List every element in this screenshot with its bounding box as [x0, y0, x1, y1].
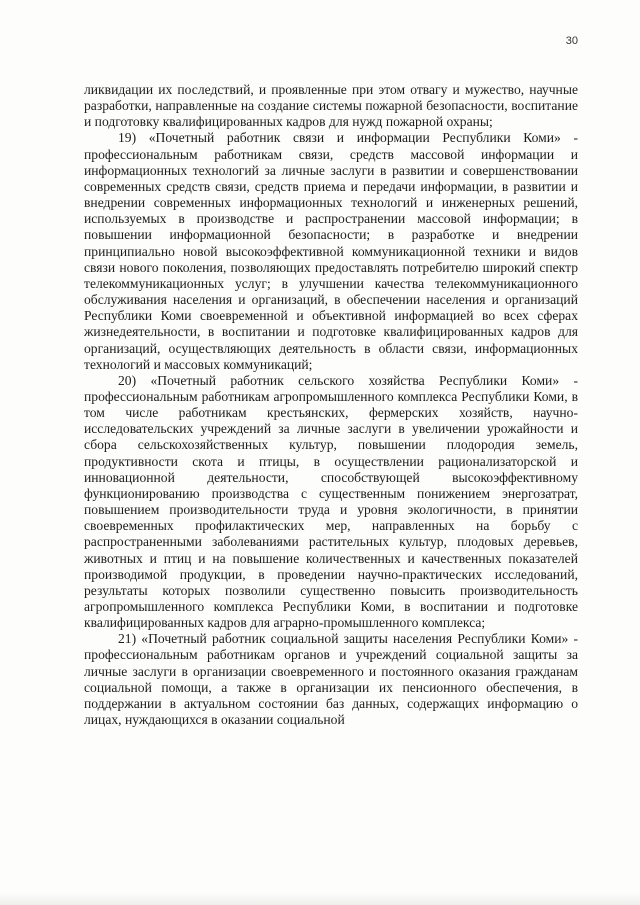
paragraph-item-19: 19) «Почетный работник связи и информации Республики Коми» - профессиональным работникам связи, средств массовой информации и информационных технологий за личные заслуги в развитии и совершенствовании современных средств связи, средств приема и передачи информации, в развитии и внедрении современных информационных технологий и инженерных решений, используемых в производстве и распространении массовой информации; в повышении информационной безопасности; в разработке и внедрении принципиально новой высокоэффективной коммуникационной техники и видов связи нового поколения, позволяющих предоставлять потребителю широкий спектр телекоммуникационных услуг; в улучшении качества телекоммуникационного обслуживания населения и организаций, в обеспечении населения и организаций Республики Коми своевременной и объективной информацией во всех сферах жизнедеятельности, в воспитании и подготовке квалифицированных кадров для организаций, осуществляющих деятельность в области связи, информационных технологий и массовых коммуникаций; [84, 130, 578, 372]
paragraph-item-20: 20) «Почетный работник сельского хозяйства Республики Коми» - профессиональным работникам агропромышленного комплекса Республики Коми, в том числе работникам крестьянских, фермерских хозяйств, научно-исследовательских учреждений за личные заслуги в увеличении урожайности и сбора сельскохозяйственных культур, повышении плодородия земель, продуктивности скота и птицы, в осуществлении рационализаторской и инновационной деятельности, способствующей высокоэффективному функционированию производства с существенным понижением энергозатрат, повышением производительности труда и уровня экологичности, в принятии своевременных профилактических мер, направленных на борьбу с распространенными заболеваниями растительных культур, плодовых деревьев, животных и птиц и на повышение количественных и качественных показателей производимой продукции, в проведении научно-практических исследований, результаты которых позволили существенно повысить производительность агропромышленного комплекса Республики Коми, в воспитании и подготовке квалифицированных кадров для аграрно-промышленного комплекса; [84, 372, 578, 631]
paragraph-continuation: ликвидации их последствий, и проявленные при этом отвагу и мужество, научные разработки, направленные на создание системы пожарной безопасности, воспитание и подготовку квалифицированных кадров для нужд пожарной охраны; [84, 82, 578, 130]
scan-edge-shadow [0, 893, 640, 905]
page-number: 30 [565, 35, 578, 47]
paragraph-item-21: 21) «Почетный работник социальной защиты населения Республики Коми» - профессиональным работникам органов и учреждений социальной защиты за личные заслуги в организации своевременного и постоянного оказания гражданам социальной помощи, а также в организации их пенсионного обеспечения, в поддержании в актуальном состоянии баз данных, содержащих информацию о лицах, нуждающихся в оказании социальной [84, 631, 578, 728]
document-body [84, 82, 578, 728]
